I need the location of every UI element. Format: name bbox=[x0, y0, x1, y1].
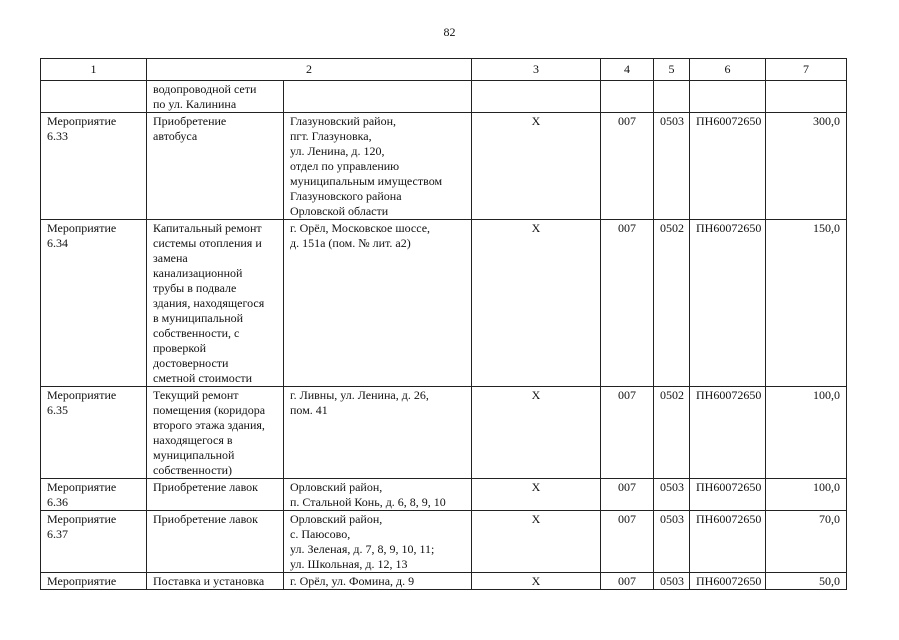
name-cell bbox=[147, 113, 284, 220]
address-cell bbox=[284, 220, 472, 387]
address-cell-line: ул. Школьная, д. 12, 13 bbox=[290, 557, 408, 571]
name-cell-line: Поставка и установка bbox=[153, 574, 265, 588]
continuation-row bbox=[41, 81, 847, 113]
name-cell-line: второго этажа здания, bbox=[153, 418, 265, 432]
amount-cell: 150,0 bbox=[766, 220, 847, 387]
amount-cell: 300,0 bbox=[766, 113, 847, 220]
col5-cell: 0503 bbox=[654, 479, 690, 511]
code-cell: ПН60072650 bbox=[690, 573, 766, 590]
name-cell-line: сметной стоимости bbox=[153, 371, 253, 385]
table-row bbox=[41, 387, 847, 479]
continuation-name-line: водопроводной сети bbox=[153, 82, 257, 96]
col5-cell: 0503 bbox=[654, 573, 690, 590]
table-row bbox=[41, 113, 847, 220]
name-cell-line: муниципальной bbox=[153, 448, 235, 462]
address-cell-line: пгт. Глазуновка, bbox=[290, 129, 372, 143]
code-cell: ПН60072650 bbox=[690, 220, 766, 387]
col5-cell: 0502 bbox=[654, 387, 690, 479]
name-cell-line: Приобретение bbox=[153, 114, 227, 128]
col4-cell: 007 bbox=[601, 387, 654, 479]
header-col-6: 6 bbox=[690, 59, 766, 81]
name-cell-line: замена bbox=[153, 251, 188, 265]
amount-cell: 100,0 bbox=[766, 387, 847, 479]
name-cell bbox=[147, 220, 284, 387]
name-cell bbox=[147, 573, 284, 590]
name-cell-line: в муниципальной bbox=[153, 311, 244, 325]
continuation-name-cell bbox=[147, 81, 284, 113]
event-cell-line: Мероприятие bbox=[47, 480, 117, 494]
col4-cell: 007 bbox=[601, 113, 654, 220]
address-cell-line: пом. 41 bbox=[290, 403, 328, 417]
continuation-col7-cell bbox=[766, 81, 847, 113]
col5-cell: 0502 bbox=[654, 220, 690, 387]
name-cell-line: Приобретение лавок bbox=[153, 480, 258, 494]
event-cell-line: Мероприятие bbox=[47, 388, 117, 402]
event-cell bbox=[41, 511, 147, 573]
name-cell-line: Приобретение лавок bbox=[153, 512, 258, 526]
event-cell bbox=[41, 387, 147, 479]
event-cell-line: Мероприятие bbox=[47, 512, 117, 526]
page-number: 82 bbox=[443, 25, 456, 39]
header-row bbox=[41, 59, 847, 81]
name-cell-line: канализационной bbox=[153, 266, 243, 280]
header-col-7: 7 bbox=[766, 59, 847, 81]
event-cell bbox=[41, 113, 147, 220]
header-col-5: 5 bbox=[654, 59, 690, 81]
name-cell-line: автобуса bbox=[153, 129, 198, 143]
amount-cell: 50,0 bbox=[766, 573, 847, 590]
address-cell bbox=[284, 387, 472, 479]
name-cell bbox=[147, 511, 284, 573]
table-row bbox=[41, 511, 847, 573]
code-cell: ПН60072650 bbox=[690, 511, 766, 573]
budget-table bbox=[40, 58, 847, 590]
code-cell: ПН60072650 bbox=[690, 113, 766, 220]
event-cell-line: Мероприятие bbox=[47, 221, 117, 235]
continuation-col4-cell bbox=[601, 81, 654, 113]
address-cell-line: отдел по управлению bbox=[290, 159, 400, 173]
event-cell-line: 6.34 bbox=[47, 236, 68, 250]
code-cell: ПН60072650 bbox=[690, 387, 766, 479]
event-cell-line: 6.37 bbox=[47, 527, 68, 541]
table-row bbox=[41, 573, 847, 590]
event-cell-line: 6.33 bbox=[47, 129, 68, 143]
address-cell-line: Орловской области bbox=[290, 204, 389, 218]
name-cell-line: находящегося в bbox=[153, 433, 233, 447]
col4-cell: 007 bbox=[601, 573, 654, 590]
name-cell-line: помещения (коридора bbox=[153, 403, 266, 417]
table-row bbox=[41, 479, 847, 511]
address-cell-line: г. Орёл, ул. Фомина, д. 9 bbox=[290, 574, 415, 588]
continuation-col3-cell bbox=[472, 81, 601, 113]
address-cell bbox=[284, 113, 472, 220]
col5-cell: 0503 bbox=[654, 113, 690, 220]
name-cell-line: собственности) bbox=[153, 463, 233, 477]
address-cell-line: ул. Ленина, д. 120, bbox=[290, 144, 385, 158]
address-cell bbox=[284, 573, 472, 590]
name-cell bbox=[147, 479, 284, 511]
col3-cell: X bbox=[472, 113, 601, 220]
col3-cell: X bbox=[472, 479, 601, 511]
continuation-event-cell bbox=[41, 81, 147, 113]
header-col-1: 1 bbox=[41, 59, 147, 81]
col4-cell: 007 bbox=[601, 511, 654, 573]
event-cell-line: 6.35 bbox=[47, 403, 68, 417]
name-cell-line: системы отопления и bbox=[153, 236, 262, 250]
event-cell bbox=[41, 573, 147, 590]
name-cell-line: Текущий ремонт bbox=[153, 388, 239, 402]
amount-cell: 70,0 bbox=[766, 511, 847, 573]
header-col-2: 2 bbox=[147, 59, 472, 81]
table-row bbox=[41, 220, 847, 387]
event-cell-line: 6.36 bbox=[47, 495, 68, 509]
col3-cell: X bbox=[472, 387, 601, 479]
event-cell-line: Мероприятие bbox=[47, 114, 117, 128]
header-col-4: 4 bbox=[601, 59, 654, 81]
continuation-name-line: по ул. Калинина bbox=[153, 97, 237, 111]
continuation-col6-cell bbox=[690, 81, 766, 113]
col4-cell: 007 bbox=[601, 479, 654, 511]
continuation-col5-cell bbox=[654, 81, 690, 113]
continuation-address-cell bbox=[284, 81, 472, 113]
col3-cell: X bbox=[472, 511, 601, 573]
col4-cell: 007 bbox=[601, 220, 654, 387]
name-cell-line: здания, находящегося bbox=[153, 296, 265, 310]
address-cell bbox=[284, 511, 472, 573]
address-cell-line: Орловский район, bbox=[290, 480, 383, 494]
name-cell-line: Капитальный ремонт bbox=[153, 221, 262, 235]
address-cell-line: г. Орёл, Московское шоссе, bbox=[290, 221, 431, 235]
address-cell bbox=[284, 479, 472, 511]
address-cell-line: ул. Зеленая, д. 7, 8, 9, 10, 11; bbox=[290, 542, 435, 556]
address-cell-line: д. 151а (пом. № лит. а2) bbox=[290, 236, 411, 250]
col5-cell: 0503 bbox=[654, 511, 690, 573]
name-cell-line: собственности, с bbox=[153, 326, 240, 340]
name-cell-line: достоверности bbox=[153, 356, 229, 370]
name-cell bbox=[147, 387, 284, 479]
header-col-3: 3 bbox=[472, 59, 601, 81]
address-cell-line: Глазуновский район, bbox=[290, 114, 397, 128]
name-cell-line: проверкой bbox=[153, 341, 206, 355]
code-cell: ПН60072650 bbox=[690, 479, 766, 511]
address-cell-line: Орловский район, bbox=[290, 512, 383, 526]
address-cell-line: п. Стальной Конь, д. 6, 8, 9, 10 bbox=[290, 495, 446, 509]
event-cell bbox=[41, 479, 147, 511]
address-cell-line: г. Ливны, ул. Ленина, д. 26, bbox=[290, 388, 429, 402]
address-cell-line: с. Паюсово, bbox=[290, 527, 351, 541]
event-cell bbox=[41, 220, 147, 387]
address-cell-line: Глазуновского района bbox=[290, 189, 402, 203]
event-cell-line: Мероприятие bbox=[47, 574, 117, 588]
col3-cell: X bbox=[472, 573, 601, 590]
address-cell-line: муниципальным имуществом bbox=[290, 174, 443, 188]
col3-cell: X bbox=[472, 220, 601, 387]
name-cell-line: трубы в подвале bbox=[153, 281, 237, 295]
amount-cell: 100,0 bbox=[766, 479, 847, 511]
